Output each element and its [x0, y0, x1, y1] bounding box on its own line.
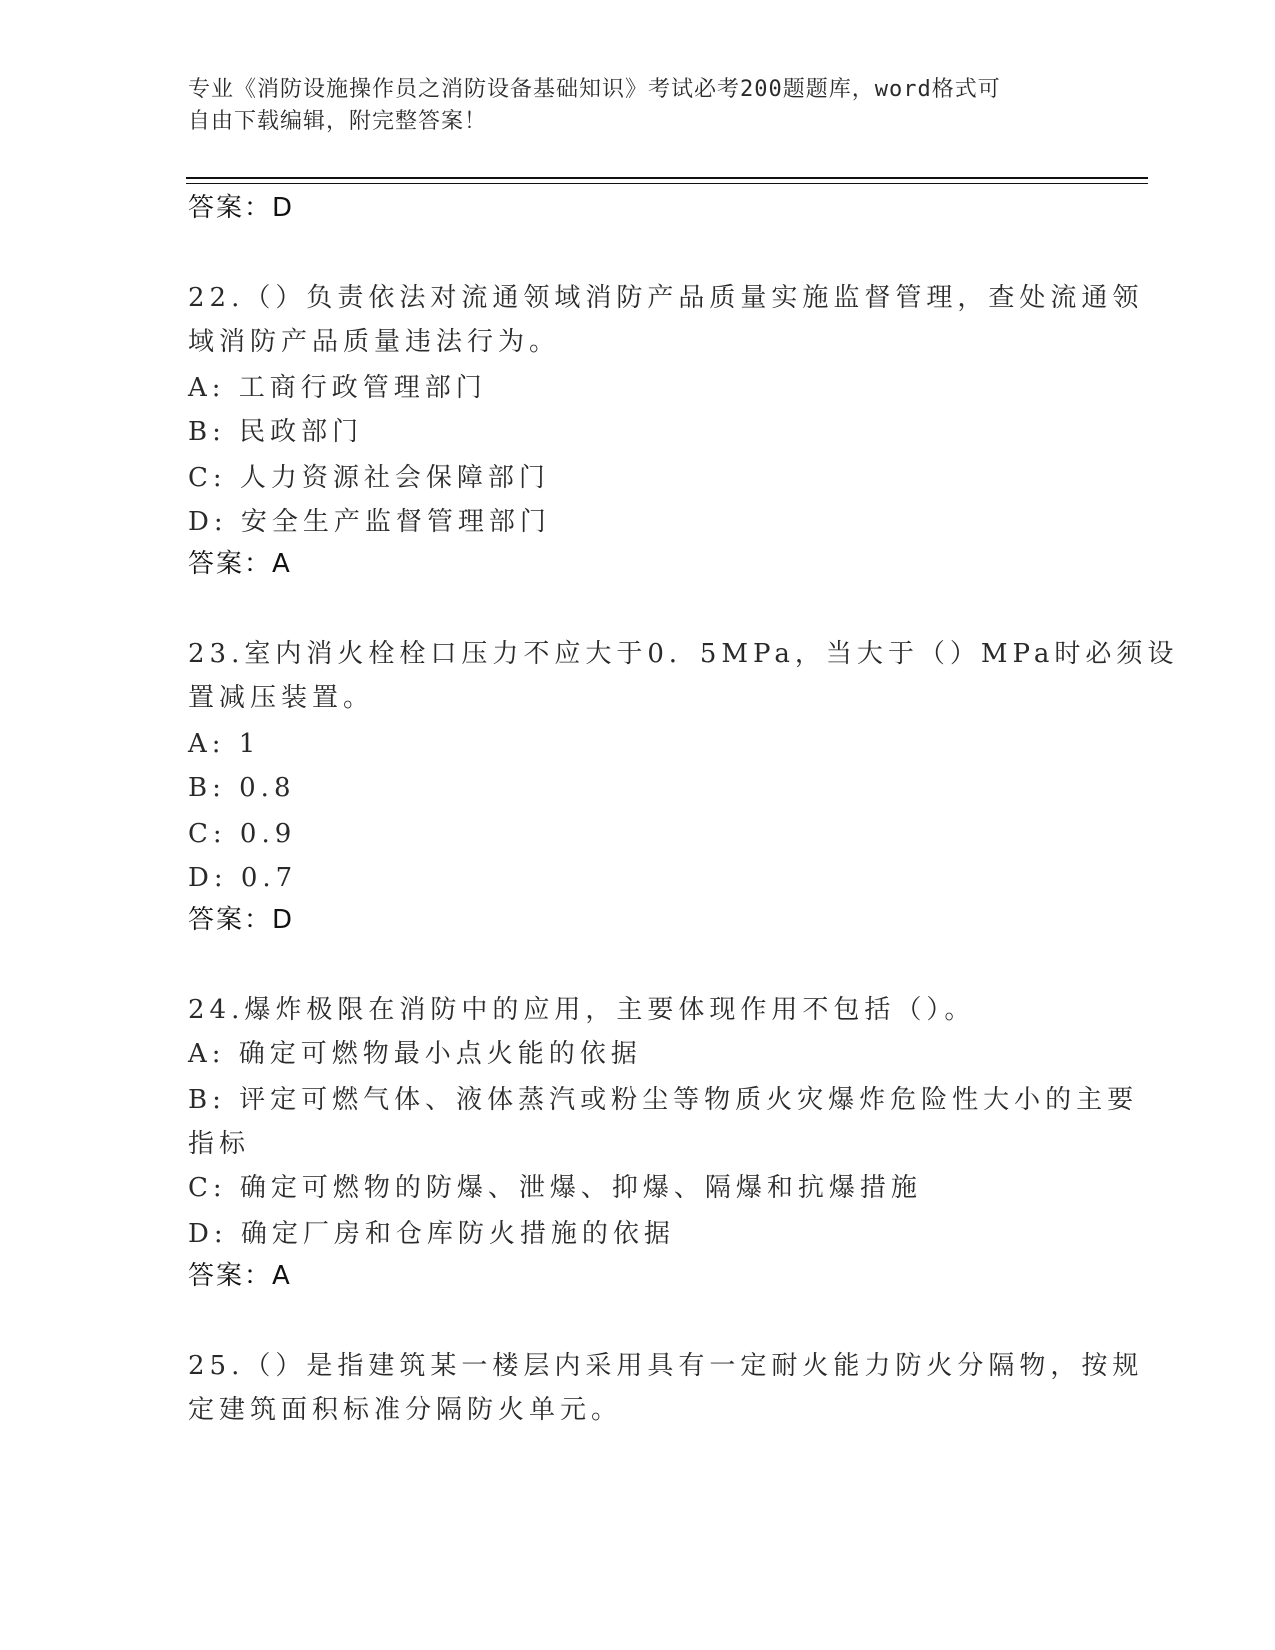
question-22-option-c: C: 人力资源社会保障部门: [188, 463, 550, 493]
question-23-option-a: A: 1: [188, 729, 261, 759]
question-23-option-c: C: 0.9: [188, 819, 297, 849]
question-23-stem: 置减压装置。: [188, 683, 375, 713]
question-23-stem: 23.室内消火栓栓口压力不应大于0．5MPa，当大于（）MPa时必须设: [188, 639, 1179, 669]
answer-line: 答案：D: [188, 193, 295, 223]
question-22-answer: 答案：A: [188, 549, 292, 579]
question-23-answer: 答案：D: [188, 905, 295, 935]
question-24-option-d: D: 确定厂房和仓库防火措施的依据: [188, 1219, 675, 1249]
question-22-option-d: D: 安全生产监督管理部门: [188, 507, 551, 537]
question-24-answer: 答案：A: [188, 1261, 292, 1291]
question-24-option-c: C: 确定可燃物的防爆、泄爆、抑爆、隔爆和抗爆措施: [188, 1173, 922, 1203]
document-header: [188, 74, 1068, 138]
question-24-option-b-cont: 指标: [188, 1129, 251, 1159]
header-line: 自由下载编辑，附完整答案！: [188, 109, 488, 134]
question-23-option-b: B: 0.8: [188, 773, 296, 803]
header-line: 专业《消防设施操作员之消防设备基础知识》考试必考200题题库，word格式可: [188, 77, 1001, 102]
question-25-stem: 25.（）是指建筑某一楼层内采用具有一定耐火能力防火分隔物，按规: [188, 1351, 1144, 1381]
question-22-stem: 域消防产品质量违法行为。: [188, 327, 561, 357]
question-24-stem: 24.爆炸极限在消防中的应用，主要体现作用不包括（）。: [188, 995, 976, 1025]
question-23-option-d: D: 0.7: [188, 863, 298, 893]
header-divider-thin: [186, 183, 1148, 184]
question-24-option-b: B: 评定可燃气体、液体蒸汽或粉尘等物质火灾爆炸危险性大小的主要: [188, 1085, 1139, 1115]
question-25-stem: 定建筑面积标准分隔防火单元。: [188, 1395, 623, 1425]
question-22-stem: 22.（）负责依法对流通领域消防产品质量实施监督管理，查处流通领: [188, 283, 1144, 313]
question-24-option-a: A: 确定可燃物最小点火能的依据: [188, 1039, 642, 1069]
question-22-option-a: A: 工商行政管理部门: [188, 373, 487, 403]
question-22-option-b: B: 民政部门: [188, 417, 364, 447]
header-divider: [186, 177, 1148, 179]
